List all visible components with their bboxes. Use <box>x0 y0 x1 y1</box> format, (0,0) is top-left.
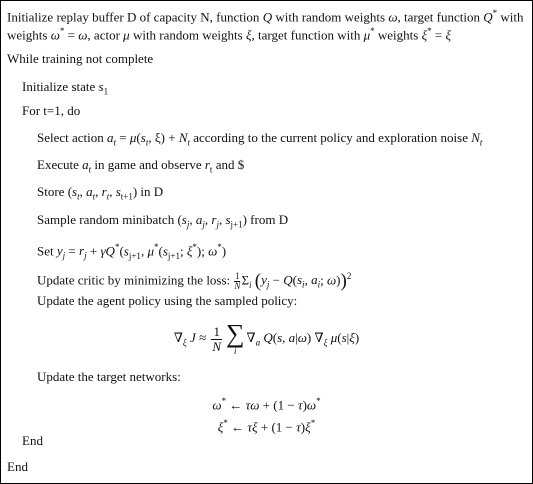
while-line: While training not complete <box>7 51 154 66</box>
target-equation-2: ξ* ← τξ + (1 − τ)ξ* <box>217 418 316 435</box>
set-target-line: Set $y_j = r_j + \gamma Q^*(s_{j+1}$, $\mu^*(s_{j+1}$; ξ*); ω*) <box>37 242 227 261</box>
sample-line: Sample random minibatch ($s_j$, $a_j$, $r_j$, $s_{j+1}$) from D <box>37 212 289 230</box>
execute-line: Execute $a_t$ in game and observe $r_t$ and $ <box>37 157 245 175</box>
target-equation-1: ω* ← τω + (1 − τ)ω* <box>212 396 321 413</box>
end-while-line: End <box>7 459 28 474</box>
init-line-1: Initialize replay buffer D of capacity N, function Q with random weights ω, target function Q* with <box>7 8 524 25</box>
init-line-2: weights ω* = ω, actor μ with random weights ξ, target function with μ* weights ξ* = ξ <box>7 26 452 43</box>
target-update-line: Update the target networks: <box>37 369 181 384</box>
policy-gradient-equation: $\nabla_\xi$ J ≈ $\frac{1}{N}$ ∑ i $\nabla_a$ Q(s, a|ω) $\nabla_\xi$ μ(s|ξ) <box>173 319 360 357</box>
end-for-line: End <box>22 433 43 448</box>
init-state-line: Initialize state $s_1$ <box>22 79 109 97</box>
store-line: Store ($s_t$, $a_t$, $r_t$, $s_{t+1}$) in D <box>37 184 164 202</box>
policy-update-line: Update the agent policy using the sampled policy: <box>37 293 298 308</box>
select-action-line: Select action $a_t = \mu(s_t$, $\xi) + N_t$ according to the current policy and exploration noise $N_t$ <box>37 130 483 148</box>
for-line: For t=1, do <box>22 103 81 118</box>
critic-line: Update critic by minimizing the loss: $\frac{1}{N}$ $\Sigma_i$ ($y_j - Q(s_i$, $a_i$; ω))$^2$ <box>37 270 352 292</box>
